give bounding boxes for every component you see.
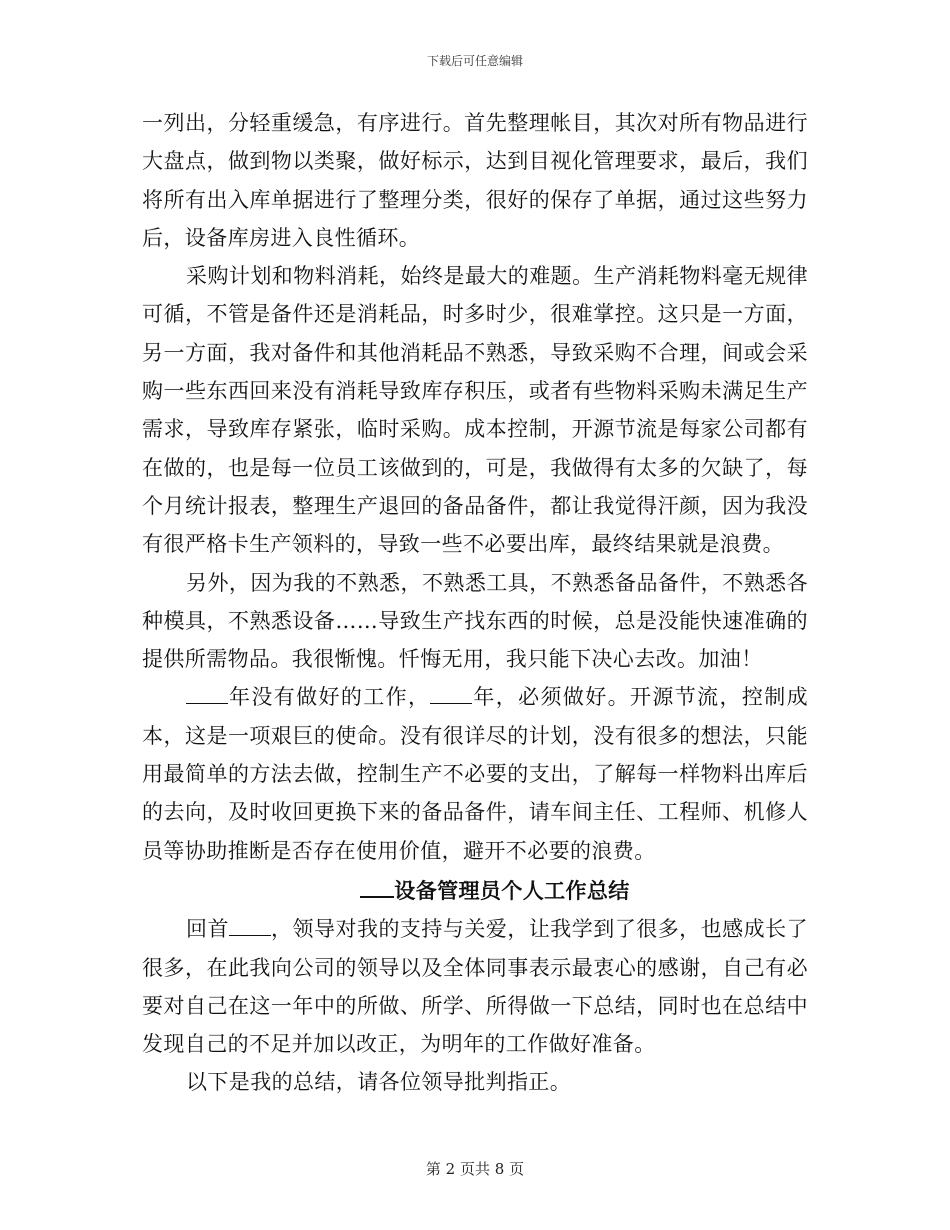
- paragraph-4: [142, 678, 808, 869]
- paragraph-4-part-b: 年，必须做好。开源节流，控制成本，这是一项艰巨的使命。没有很详尽的计划，没有很多的想法，只能用最简单的方法去做，控制生产不必要的支出，了解每一样物料出库后的去向，及时收回更换下来的备品备件，请车间主任、工程师、机修人员等协助推断是否存在使用价值，避开不必要的浪费。: [142, 685, 808, 863]
- paragraph-2: 采购计划和物料消耗，始终是最大的难题。生产消耗物料毫无规律可循，不管是备件还是消耗品，时多时少，很难掌控。这只是一方面，另一方面，我对备件和其他消耗品不熟悉，导致采购不合理，间或会采购一些东西回来没有消耗导致库存积压，或者有些物料采购未满足生产需求，导致库存紧张，临时采购。成本控制，开源节流是每家公司都有在做的，也是每一位员工该做到的，可是，我做得有太多的欠缺了，每个月统计报表，整理生产退回的备品备件，都让我觉得汗颜，因为我没有很严格卡生产领料的，导致一些不必要出库，最终结果就是浪费。: [142, 264, 808, 557]
- section-heading-text: 设备管理员个人工作总结: [394, 877, 630, 903]
- section-heading: [142, 872, 808, 910]
- blank-line: [430, 685, 472, 704]
- paragraph-6: 以下是我的总结，请各位领导批判指正。: [186, 1070, 572, 1095]
- page-header: 下载后可任意编辑: [426, 54, 523, 68]
- page-number: 第 2 页共 8 页: [425, 1160, 525, 1178]
- document-body: [142, 104, 808, 1102]
- paragraph-3: 另外，因为我的不熟悉，不熟悉工具，不熟悉备品备件，不熟悉各种模具，不熟悉设备……导致生产找东西的时候，总是没能快速准确的提供所需物品。我很惭愧。忏悔无用，我只能下决心去改。加油！: [142, 570, 808, 672]
- paragraph-1: 一列出，分轻重缓急，有序进行。首先整理帐目，其次对所有物品进行大盘点，做到物以类聚，做好标示，达到目视化管理要求，最后，我们将所有出入库单据进行了整理分类，很好的保存了单据，通过这些努力后，设备库房进入良性循环。: [142, 111, 808, 250]
- blank-line: [229, 917, 271, 936]
- paragraph-5-part-a: 回首: [186, 917, 229, 942]
- blank-line: [186, 685, 228, 704]
- paragraph-4-part-a: 年没有做好的工作，: [228, 685, 431, 710]
- paragraph-5-part-b: ，领导对我的支持与关爱，让我学到了很多，也感成长了很多，在此我向公司的领导以及全体同事表示最衷心的感谢，自己有必要对自己在这一年中的所做、所学、所得做一下总结，同时也在总结中发现自己的不足并加以改正，为明年的工作做好准备。: [142, 917, 808, 1057]
- blank-line: [360, 878, 394, 898]
- paragraph-5: [142, 910, 808, 1063]
